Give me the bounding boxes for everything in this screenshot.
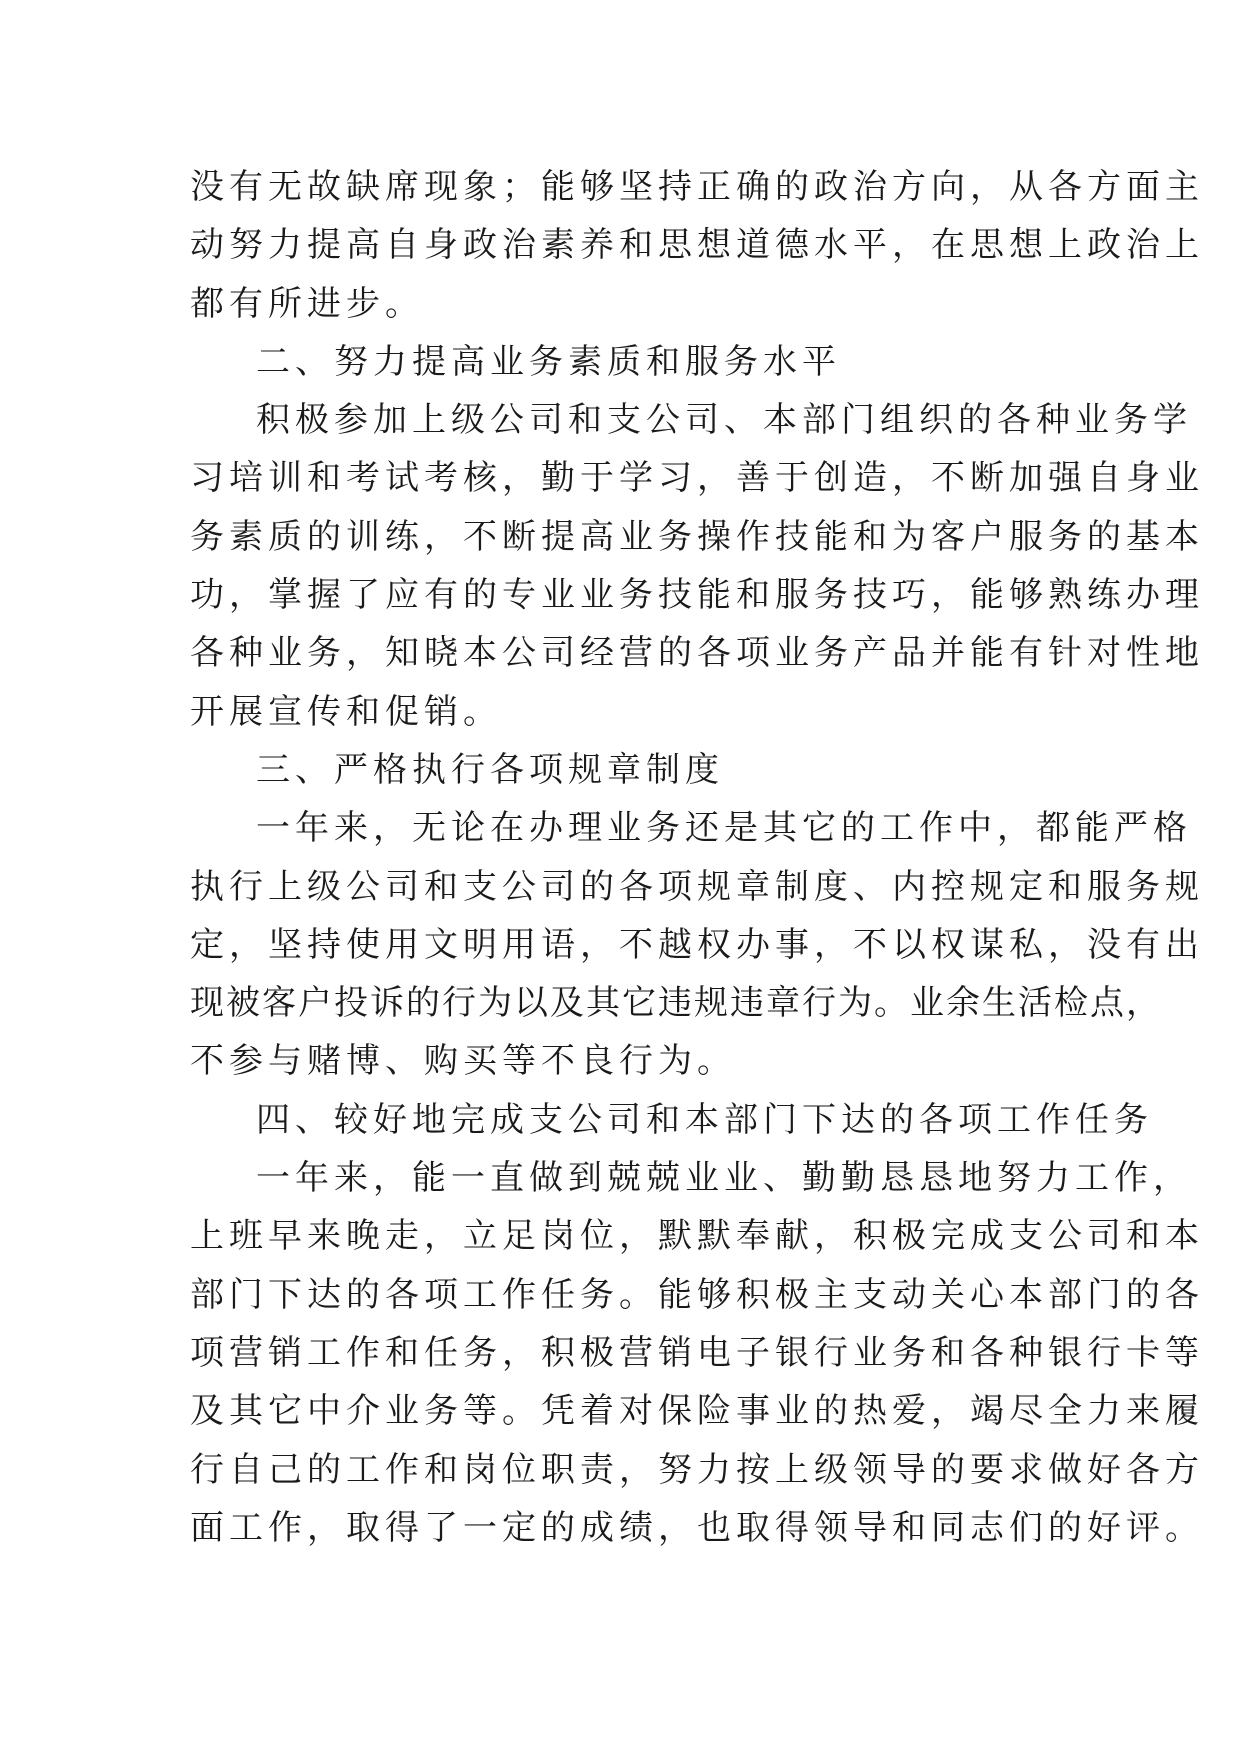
paragraph-start-line: 积极参加上级公司和支公司、本部门组织的各种业务学 [256,400,1192,441]
text-line: 部门下达的各项工作任务。能够积极主支动关心本部门的各 [190,1274,1204,1315]
section-heading: 二、努力提高业务素质和服务水平 [256,341,841,382]
section-heading: 四、较好地完成支公司和本部门下达的各项工作任务 [256,1099,1153,1140]
text-line: 执行上级公司和支公司的各项规章制度、内控规定和服务规 [190,866,1204,907]
text-line: 都有所进步。 [190,283,424,324]
paragraph-start-line: 一年来，无论在办理业务还是其它的工作中，都能严格 [256,808,1192,849]
text-line: 功，掌握了应有的专业业务技能和服务技巧，能够熟练办理 [190,575,1204,616]
text-line: 务素质的训练，不断提高业务操作技能和为客户服务的基本 [190,516,1204,557]
text-line: 没有无故缺席现象；能够坚持正确的政治方向，从各方面主 [190,167,1204,207]
section-heading: 三、严格执行各项规章制度 [256,749,724,790]
text-line: 各种业务，知晓本公司经营的各项业务产品并能有针对性地 [190,633,1204,674]
text-line: 不参与赌博、购买等不良行为。 [190,1041,736,1082]
text-line: 定，坚持使用文明用语，不越权办事，不以权谋私，没有出 [190,924,1204,965]
text-line: 面工作，取得了一定的成绩，也取得领导和同志们的好评。 [190,1507,1204,1548]
paragraph-start-line: 一年来，能一直做到兢兢业业、勤勤恳恳地努力工作， [256,1158,1192,1199]
text-line: 现被客户投诉的行为以及其它违规违章行为。业余生活检点， [190,983,1162,1024]
text-line: 上班早来晚走，立足岗位，默默奉献，积极完成支公司和本 [190,1216,1204,1257]
text-line: 及其它中介业务等。凭着对保险事业的热爱，竭尽全力来履 [190,1391,1204,1432]
document-body [190,158,1204,1557]
text-line: 项营销工作和任务，积极营销电子银行业务和各种银行卡等 [190,1332,1204,1373]
text-line: 动努力提高自身政治素养和思想道德水平，在思想上政治上 [190,225,1204,266]
text-line: 行自己的工作和岗位职责，努力按上级领导的要求做好各方 [190,1449,1204,1490]
text-line: 习培训和考试考核，勤于学习，善于创造，不断加强自身业 [190,458,1204,499]
text-line: 开展宣传和促销。 [190,691,502,732]
